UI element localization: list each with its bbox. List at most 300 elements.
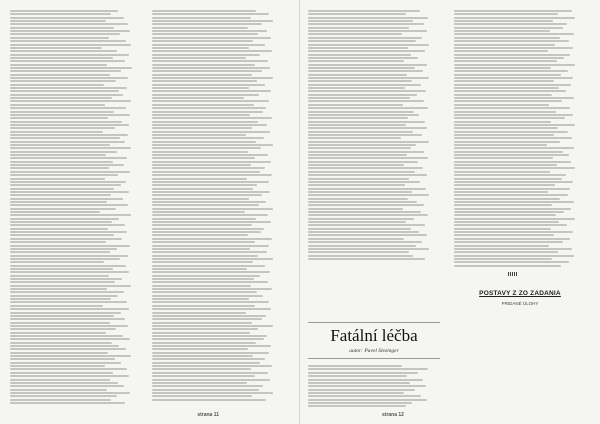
body-text-line bbox=[10, 375, 129, 377]
body-text-line bbox=[308, 392, 404, 394]
body-text-line bbox=[10, 395, 117, 397]
body-text-line bbox=[152, 241, 255, 243]
body-text-line bbox=[10, 13, 111, 15]
body-text-line bbox=[152, 57, 246, 59]
body-text-line bbox=[10, 221, 112, 223]
body-text-line bbox=[10, 379, 110, 381]
body-text-line bbox=[10, 204, 128, 206]
body-text-line bbox=[454, 40, 569, 42]
body-text-line bbox=[152, 258, 273, 260]
body-text-line bbox=[454, 97, 574, 99]
body-text-line bbox=[308, 255, 413, 257]
body-text-line bbox=[454, 221, 559, 223]
body-text-line bbox=[10, 181, 126, 183]
body-text-line bbox=[454, 10, 572, 12]
body-text-line bbox=[152, 124, 267, 126]
body-text-line bbox=[454, 157, 553, 159]
body-text-line bbox=[308, 234, 427, 236]
body-text-line bbox=[308, 124, 406, 126]
body-text-line bbox=[152, 201, 266, 203]
body-text-line bbox=[152, 198, 249, 200]
body-text-line bbox=[152, 251, 267, 253]
body-text-line bbox=[152, 131, 270, 133]
body-text-line bbox=[10, 342, 112, 344]
body-text-line bbox=[10, 325, 128, 327]
body-text-line bbox=[152, 221, 271, 223]
body-text-line bbox=[10, 241, 106, 243]
body-text-line bbox=[454, 198, 560, 200]
body-text-line bbox=[152, 348, 248, 350]
body-text-line bbox=[10, 23, 128, 25]
body-text-line bbox=[152, 137, 264, 139]
body-text-line bbox=[308, 372, 418, 374]
body-text-line bbox=[308, 144, 416, 146]
body-text-line bbox=[10, 40, 126, 42]
body-text-line bbox=[152, 211, 245, 213]
body-text-line bbox=[152, 87, 249, 89]
body-text-line bbox=[10, 291, 124, 293]
body-text-line bbox=[10, 44, 131, 46]
body-text-line bbox=[10, 77, 128, 79]
body-text-line bbox=[152, 392, 273, 394]
body-text-line bbox=[308, 201, 417, 203]
section-subheading: PRIDANÉ ÚLOHY bbox=[501, 301, 539, 306]
body-text-line bbox=[308, 151, 424, 153]
body-text-line bbox=[152, 358, 265, 360]
body-text-line bbox=[10, 312, 121, 314]
body-text-line bbox=[454, 191, 548, 193]
body-text-line bbox=[10, 355, 131, 357]
body-text-line bbox=[454, 67, 551, 69]
body-text-line bbox=[152, 382, 247, 384]
body-text-line bbox=[152, 345, 271, 347]
body-text-line bbox=[454, 27, 563, 29]
body-text-line bbox=[152, 204, 259, 206]
body-text-line bbox=[454, 178, 562, 180]
body-text-line bbox=[152, 372, 268, 374]
body-text-line bbox=[10, 211, 100, 213]
body-text-line bbox=[454, 54, 570, 56]
body-text-line bbox=[152, 100, 269, 102]
body-text-line bbox=[308, 204, 424, 206]
body-text-line bbox=[10, 271, 129, 273]
body-text-line bbox=[308, 77, 429, 79]
body-text-line bbox=[152, 23, 262, 25]
body-text-line bbox=[152, 67, 270, 69]
page-number: strana 11 bbox=[197, 412, 219, 418]
body-text-line bbox=[10, 231, 127, 233]
body-text-line bbox=[152, 181, 269, 183]
body-text-line bbox=[10, 117, 108, 119]
body-text-line bbox=[308, 54, 411, 56]
body-text-line bbox=[454, 137, 572, 139]
body-text-line bbox=[10, 365, 105, 367]
story-author: autor: Pavel Slezinger bbox=[349, 348, 399, 354]
body-text-line bbox=[308, 258, 425, 260]
body-text-line bbox=[10, 335, 123, 337]
body-text-line bbox=[152, 224, 252, 226]
body-text-line bbox=[308, 60, 404, 62]
body-text-line bbox=[454, 74, 561, 76]
body-text-line bbox=[152, 268, 247, 270]
body-text-line bbox=[152, 154, 268, 156]
body-text-line bbox=[152, 385, 263, 387]
body-text-line bbox=[308, 40, 416, 42]
body-text-line bbox=[152, 399, 266, 401]
body-text-line bbox=[308, 131, 413, 133]
body-text-line bbox=[10, 285, 131, 287]
body-text-line bbox=[454, 241, 563, 243]
body-text-line bbox=[152, 127, 252, 129]
body-text-line bbox=[454, 131, 568, 133]
body-text-line bbox=[152, 80, 257, 82]
body-text-line bbox=[152, 111, 263, 113]
body-text-line bbox=[152, 288, 272, 290]
body-text-line bbox=[152, 231, 261, 233]
body-text-line bbox=[308, 57, 418, 59]
body-text-line bbox=[308, 97, 410, 99]
body-text-line bbox=[10, 389, 107, 391]
body-text-line bbox=[152, 70, 262, 72]
body-text-line bbox=[10, 348, 126, 350]
body-text-line bbox=[10, 154, 106, 156]
body-text-line bbox=[308, 134, 422, 136]
body-text-line bbox=[152, 188, 253, 190]
body-text-line bbox=[454, 111, 556, 113]
body-text-line bbox=[308, 184, 405, 186]
body-text-line bbox=[152, 355, 253, 357]
body-text-line bbox=[152, 184, 257, 186]
body-text-line bbox=[152, 328, 258, 330]
body-text-line bbox=[308, 402, 412, 404]
body-text-line bbox=[152, 261, 253, 263]
body-text-line bbox=[152, 255, 258, 257]
body-text-line bbox=[10, 87, 127, 89]
body-text-line bbox=[10, 164, 124, 166]
body-text-line bbox=[10, 184, 121, 186]
body-text-line bbox=[308, 90, 426, 92]
body-text-line bbox=[308, 157, 428, 159]
body-text-line bbox=[10, 399, 111, 401]
body-text-line bbox=[152, 305, 255, 307]
body-text-line bbox=[10, 20, 106, 22]
body-text-line bbox=[308, 208, 403, 210]
body-text-line bbox=[152, 13, 269, 15]
body-text-line bbox=[308, 114, 419, 116]
body-text-line bbox=[10, 328, 116, 330]
body-text-line bbox=[10, 134, 128, 136]
body-text-line bbox=[10, 137, 120, 139]
body-text-line bbox=[308, 20, 413, 22]
body-text-line bbox=[152, 375, 255, 377]
body-text-line bbox=[308, 87, 405, 89]
body-text-line bbox=[152, 365, 272, 367]
body-text-line bbox=[152, 94, 259, 96]
body-text-line bbox=[152, 322, 252, 324]
body-text-line bbox=[308, 174, 427, 176]
body-text-line bbox=[10, 131, 103, 133]
body-text-line bbox=[308, 224, 425, 226]
body-text-line bbox=[10, 245, 130, 247]
body-text-line bbox=[10, 224, 125, 226]
body-text-line bbox=[152, 107, 266, 109]
body-text-line bbox=[10, 171, 130, 173]
body-text-line bbox=[10, 248, 117, 250]
body-text-line bbox=[152, 389, 259, 391]
body-text-line bbox=[10, 17, 124, 19]
body-text-line bbox=[10, 288, 107, 290]
body-text-line bbox=[308, 13, 406, 15]
body-text-line bbox=[10, 275, 109, 277]
body-text-line bbox=[308, 231, 419, 233]
body-text-line bbox=[152, 114, 250, 116]
body-text-line bbox=[454, 134, 554, 136]
body-text-line bbox=[454, 261, 569, 263]
body-text-line bbox=[308, 117, 408, 119]
body-text-line bbox=[10, 174, 118, 176]
body-text-line bbox=[454, 13, 558, 15]
body-text-line bbox=[308, 238, 404, 240]
body-text-line bbox=[454, 127, 558, 129]
body-text-line bbox=[308, 147, 411, 149]
body-text-line bbox=[308, 64, 427, 66]
body-text-line bbox=[152, 47, 249, 49]
body-text-line bbox=[152, 318, 262, 320]
body-text-line bbox=[308, 141, 429, 143]
body-text-line bbox=[152, 151, 248, 153]
left-page-column-1 bbox=[10, 10, 142, 408]
body-text-line bbox=[308, 84, 421, 86]
body-text-line bbox=[308, 37, 422, 39]
body-text-line bbox=[454, 211, 564, 213]
body-text-line bbox=[152, 228, 264, 230]
body-text-line bbox=[308, 228, 411, 230]
body-text-line bbox=[152, 342, 256, 344]
body-text-line bbox=[10, 124, 129, 126]
body-text-line bbox=[10, 188, 114, 190]
body-text-line bbox=[308, 368, 428, 370]
body-text-line bbox=[152, 161, 271, 163]
body-text-line bbox=[10, 281, 115, 283]
story-rule-bottom bbox=[308, 358, 440, 359]
body-text-line bbox=[152, 64, 255, 66]
body-text-line bbox=[152, 84, 265, 86]
body-text-line bbox=[152, 278, 254, 280]
body-text-line bbox=[152, 164, 251, 166]
body-text-line bbox=[152, 27, 248, 29]
body-text-line bbox=[10, 338, 130, 340]
body-text-line bbox=[308, 191, 412, 193]
body-text-line bbox=[10, 144, 110, 146]
body-text-line bbox=[10, 332, 106, 334]
body-text-line bbox=[10, 80, 116, 82]
body-text-line bbox=[308, 188, 426, 190]
body-text-line bbox=[454, 181, 573, 183]
body-text-line bbox=[10, 208, 116, 210]
body-text-line bbox=[10, 318, 125, 320]
body-text-line bbox=[308, 245, 416, 247]
body-text-line bbox=[308, 375, 407, 377]
body-text-line bbox=[10, 107, 126, 109]
body-text-line bbox=[152, 33, 258, 35]
body-text-line bbox=[454, 188, 570, 190]
body-text-line bbox=[454, 104, 549, 106]
body-text-line bbox=[10, 362, 121, 364]
left-page-column-2 bbox=[152, 10, 284, 408]
body-text-line bbox=[308, 104, 403, 106]
body-text-line bbox=[10, 27, 114, 29]
body-text-line bbox=[454, 121, 551, 123]
body-text-line bbox=[10, 214, 131, 216]
body-text-line bbox=[152, 285, 251, 287]
body-text-line bbox=[308, 382, 410, 384]
body-text-line bbox=[152, 60, 268, 62]
body-text-line bbox=[308, 198, 408, 200]
body-text-line bbox=[454, 94, 552, 96]
body-text-line bbox=[10, 251, 110, 253]
body-text-line bbox=[152, 20, 273, 22]
body-text-line bbox=[10, 345, 119, 347]
body-text-line bbox=[10, 64, 107, 66]
body-text-line bbox=[454, 124, 575, 126]
body-text-line bbox=[454, 265, 561, 267]
body-text-line bbox=[152, 30, 267, 32]
body-text-line bbox=[152, 308, 271, 310]
body-text-line bbox=[10, 33, 120, 35]
body-text-line bbox=[454, 231, 573, 233]
body-text-line bbox=[308, 248, 429, 250]
body-text-line bbox=[308, 181, 420, 183]
body-text-line bbox=[454, 214, 556, 216]
body-text-line bbox=[454, 50, 548, 52]
body-text-line bbox=[152, 141, 256, 143]
body-text-line bbox=[10, 37, 109, 39]
body-text-line bbox=[10, 104, 105, 106]
body-text-line bbox=[152, 312, 246, 314]
body-text-line bbox=[152, 281, 268, 283]
body-text-line bbox=[454, 248, 572, 250]
body-text-line bbox=[454, 70, 568, 72]
body-text-line bbox=[308, 27, 409, 29]
body-text-line bbox=[152, 291, 257, 293]
body-text-line bbox=[308, 164, 404, 166]
body-text-line bbox=[152, 271, 270, 273]
body-text-line bbox=[10, 178, 105, 180]
body-text-line bbox=[152, 50, 272, 52]
body-text-line bbox=[308, 17, 428, 19]
body-text-line bbox=[10, 385, 124, 387]
body-text-line bbox=[10, 111, 114, 113]
body-text-line bbox=[152, 144, 273, 146]
body-text-line bbox=[152, 315, 266, 317]
body-text-line bbox=[152, 234, 248, 236]
body-text-line bbox=[454, 47, 573, 49]
body-text-line bbox=[454, 33, 574, 35]
body-text-line bbox=[308, 33, 402, 35]
body-text-line bbox=[308, 10, 420, 12]
body-text-line bbox=[454, 184, 555, 186]
body-text-line bbox=[454, 167, 575, 169]
body-text-line bbox=[454, 258, 552, 260]
body-text-line bbox=[454, 218, 575, 220]
body-text-line bbox=[308, 178, 409, 180]
body-text-line bbox=[152, 174, 272, 176]
body-text-line bbox=[10, 67, 132, 69]
body-text-line bbox=[308, 389, 415, 391]
body-text-line bbox=[454, 194, 568, 196]
body-text-line bbox=[308, 385, 426, 387]
body-text-line bbox=[308, 111, 414, 113]
body-text-line bbox=[308, 167, 423, 169]
body-text-line bbox=[10, 194, 111, 196]
body-text-line bbox=[152, 352, 269, 354]
body-text-line bbox=[152, 368, 251, 370]
story-rule-top bbox=[308, 322, 440, 323]
body-text-line bbox=[308, 74, 407, 76]
body-text-line bbox=[152, 121, 258, 123]
body-text-line bbox=[10, 30, 130, 32]
body-text-line bbox=[454, 234, 554, 236]
body-text-line bbox=[10, 191, 129, 193]
body-text-line bbox=[308, 127, 427, 129]
body-text-line bbox=[152, 208, 273, 210]
body-text-line bbox=[10, 238, 122, 240]
body-text-line bbox=[308, 50, 425, 52]
body-text-line bbox=[152, 335, 267, 337]
body-text-line bbox=[10, 322, 110, 324]
body-text-line bbox=[10, 301, 127, 303]
body-text-line bbox=[454, 64, 575, 66]
body-text-line bbox=[152, 74, 252, 76]
body-text-line bbox=[308, 194, 429, 196]
body-text-line bbox=[454, 57, 564, 59]
body-text-line bbox=[10, 60, 125, 62]
body-text-line bbox=[10, 114, 130, 116]
body-text-line bbox=[308, 107, 428, 109]
body-text-line bbox=[308, 171, 415, 173]
body-text-line bbox=[10, 94, 123, 96]
body-text-line bbox=[454, 147, 574, 149]
body-text-line bbox=[152, 238, 272, 240]
body-text-line bbox=[454, 60, 557, 62]
body-text-line bbox=[10, 372, 113, 374]
body-text-line bbox=[152, 338, 264, 340]
body-text-line bbox=[10, 90, 119, 92]
body-text-line bbox=[308, 121, 425, 123]
body-text-line bbox=[152, 275, 260, 277]
body-text-line bbox=[454, 17, 575, 19]
body-text-line bbox=[152, 214, 268, 216]
body-text-line bbox=[10, 265, 126, 267]
body-text-line bbox=[454, 174, 566, 176]
body-text-line bbox=[10, 382, 118, 384]
body-text-line bbox=[10, 70, 121, 72]
body-text-line bbox=[10, 121, 122, 123]
body-text-line bbox=[308, 399, 427, 401]
body-text-line bbox=[308, 94, 417, 96]
section-ornament bbox=[508, 272, 518, 276]
body-text-line bbox=[10, 261, 104, 263]
body-text-line bbox=[454, 44, 555, 46]
body-text-line bbox=[308, 137, 401, 139]
body-text-line bbox=[454, 245, 549, 247]
body-text-line bbox=[308, 365, 402, 367]
right-page bbox=[300, 0, 600, 424]
body-text-line bbox=[10, 368, 127, 370]
page-number: strana 12 bbox=[382, 412, 404, 418]
body-text-line bbox=[152, 191, 270, 193]
body-text-line bbox=[152, 362, 260, 364]
